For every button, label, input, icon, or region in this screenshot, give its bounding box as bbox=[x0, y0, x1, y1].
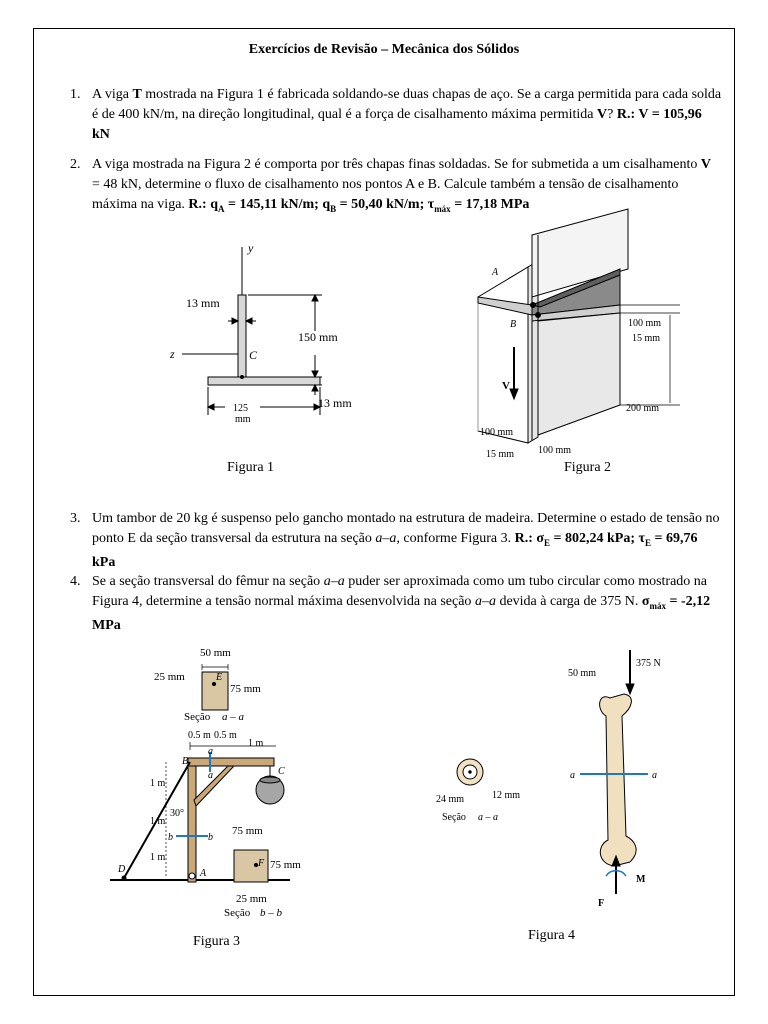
dim-05m-left: 0.5 m bbox=[188, 730, 211, 741]
section-aa-word: Seção bbox=[184, 711, 211, 723]
figure-4-femur bbox=[430, 650, 670, 920]
centroid-label: C bbox=[249, 348, 258, 362]
cut-a-left: a bbox=[570, 770, 575, 781]
dim-25mm-b: 25 mm bbox=[236, 893, 267, 905]
answer: R.: V = 105,96 kN bbox=[92, 107, 702, 142]
dim-100mm-right: 100 mm bbox=[628, 318, 662, 329]
question-1: 1. A viga T mostrada na Figura 1 é fabricada soldando-se duas chapas de aço. Se a carga permitida para cada solda é de 400 kN/m, na direção longitudinal, qual é a força de cisalhamento máxima permitida V? R.: V = 105,96 kN bbox=[70, 87, 722, 142]
dim-150mm: 150 mm bbox=[298, 330, 338, 344]
question-3: 3. Um tambor de 20 kg é suspenso pelo gancho montado na estrutura de madeira. Determine o estado de tensão no ponto E da seção transversal da estrutura na seção a–a, conforme Figura 3. R.: $\sigma_E = 802,24$ kPa; $\tau_E = 69,76$ kPa bbox=[70, 511, 720, 570]
point-f-label: F bbox=[258, 858, 265, 869]
point-e-label: E bbox=[216, 672, 223, 683]
dim-13mm-flange: 13 mm bbox=[318, 396, 352, 410]
section-word: Seção bbox=[442, 812, 466, 823]
force-375n: 375 N bbox=[636, 658, 661, 669]
figure-1-caption: Figura 1 bbox=[227, 460, 275, 475]
page-title: Exercícios de Revisão – Mecânica dos Sólidos bbox=[248, 42, 520, 57]
point-b-label: B bbox=[182, 756, 189, 767]
figure-4-caption: Figura 4 bbox=[528, 928, 576, 943]
dim-75mm-b-side: 75 mm bbox=[270, 859, 301, 871]
answer: R.: $q_A = 145,11$ kN/m; $q_B = 50,40$ kN/m; $\tau_{máx} = 17,18$ MPa bbox=[188, 197, 530, 214]
dim-1m-upper: 1 m bbox=[150, 778, 166, 789]
dim-125: 125 bbox=[233, 403, 248, 414]
dim-50mm: 50 mm bbox=[568, 668, 597, 679]
question-number: 1. bbox=[70, 87, 81, 102]
cut-b-right: b bbox=[208, 832, 213, 843]
axis-z-label: z bbox=[170, 347, 175, 361]
dim-75mm-b-top: 75 mm bbox=[232, 825, 263, 837]
dim-75mm-top: 75 mm bbox=[230, 683, 261, 695]
cut-a-bottom: a bbox=[208, 770, 213, 781]
point-a-label: A bbox=[200, 868, 207, 879]
figure-2-caption: Figura 2 bbox=[564, 460, 612, 475]
dim-05m-right: 0.5 m bbox=[214, 730, 237, 741]
answer: R.: $\sigma_E = 802,24$ kPa; $\tau_E = 69,76$ kPa bbox=[92, 531, 698, 570]
force-f-label: F bbox=[598, 898, 605, 909]
point-d-label: D bbox=[118, 864, 126, 875]
axis-y-label: y bbox=[248, 241, 254, 255]
dim-mm: mm bbox=[235, 414, 251, 425]
question-4: 4. Se a seção transversal do fêmur na seção a–a puder ser aproximada como um tubo circular como mostrado na Figura 4, determine a tensão normal máxima desenvolvida na seção a–a devida à carga de 375 N. $\sigma_{máx} = -2,12$ MPa bbox=[70, 574, 711, 633]
dim-1m-lower: 1 m bbox=[150, 852, 166, 863]
figure-1-t-beam bbox=[160, 235, 380, 435]
moment-m-label: M bbox=[636, 874, 646, 885]
dim-25mm-top: 25 mm bbox=[154, 671, 185, 683]
question-number: 2. bbox=[70, 157, 81, 172]
dim-100mm-left: 100 mm bbox=[480, 427, 514, 438]
dim-15mm-right: 15 mm bbox=[632, 333, 661, 344]
section-bb-label: b – b bbox=[260, 907, 282, 919]
figure-3-caption: Figura 3 bbox=[193, 934, 241, 949]
question-2: 2. A viga mostrada na Figura 2 é comporta por três chapas finas soldadas. Se for submetida a um cisalhamento V = 48 kN, determine o fluxo de cisalhamento nos pontos A e B. Calcule também a tensão de cisalhamento máxima na viga. R.: $q_A = 145,11$ kN/m; $q_B = 50,40$ kN/m; $\tau_{máx} = 17,18$ MPa bbox=[70, 157, 711, 214]
dim-13mm-web: 13 mm bbox=[186, 296, 220, 310]
dim-24mm: 24 mm bbox=[436, 794, 465, 805]
shear-v-label: V bbox=[502, 380, 510, 392]
section-aa-label: a – a bbox=[222, 711, 244, 723]
dim-15mm-bottom: 15 mm bbox=[486, 449, 515, 460]
figure-2-beam bbox=[470, 205, 690, 465]
question-number: 3. bbox=[70, 511, 81, 526]
section-bb-word: Seção bbox=[224, 907, 251, 919]
point-c-label: C bbox=[278, 766, 285, 777]
dim-12mm: 12 mm bbox=[492, 790, 521, 801]
question-number: 4. bbox=[70, 574, 81, 589]
figure-3-frame bbox=[110, 640, 350, 930]
dim-100mm-bottom: 100 mm bbox=[538, 445, 572, 456]
cut-a-right: a bbox=[652, 770, 657, 781]
dim-50mm: 50 mm bbox=[200, 647, 231, 659]
dim-1m-top: 1 m bbox=[248, 738, 264, 749]
angle-30: 30° bbox=[170, 808, 184, 819]
point-a-label: A bbox=[492, 267, 499, 278]
dim-1m-middle: 1 m bbox=[150, 816, 166, 827]
cut-a-top: a bbox=[208, 746, 213, 757]
section-aa-label: a – a bbox=[478, 812, 498, 823]
point-b-label: B bbox=[510, 319, 517, 330]
answer: $\sigma_{máx} = -2,12$ MPa bbox=[92, 594, 711, 633]
cut-b-left: b bbox=[168, 832, 173, 843]
dim-200mm: 200 mm bbox=[626, 403, 660, 414]
